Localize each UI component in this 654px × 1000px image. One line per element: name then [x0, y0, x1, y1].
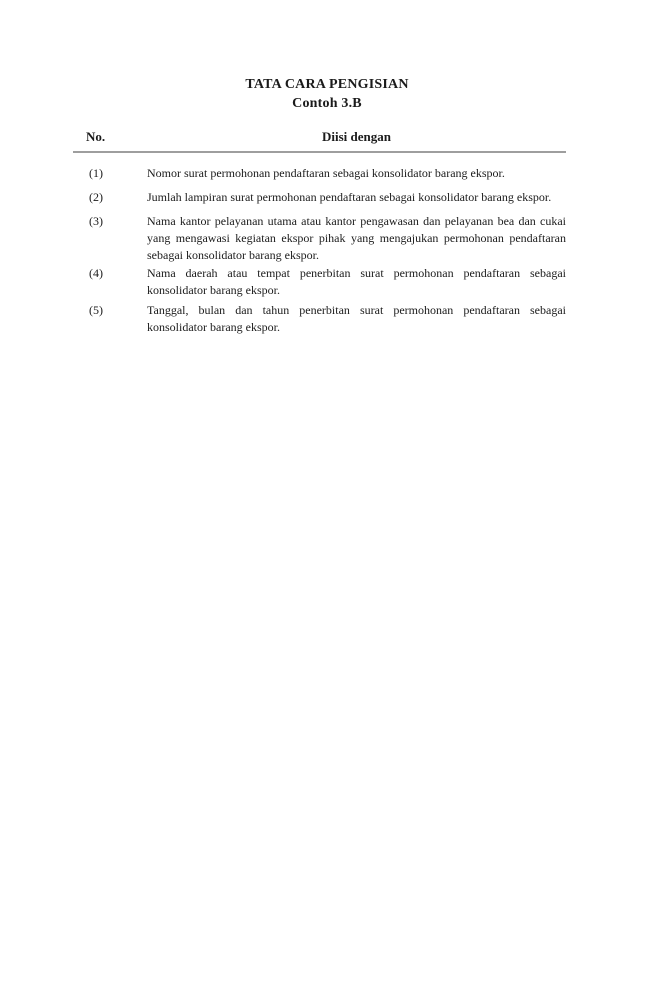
table-row [73, 302, 566, 336]
table-row [73, 189, 566, 206]
row-description: Nama daerah atau tempat penerbitan surat permohonan pendaftaran sebagai konsolidator barang ekspor. [147, 266, 566, 297]
row-number: (3) [89, 214, 103, 228]
row-number: (4) [89, 266, 103, 280]
page-title: TATA CARA PENGISIAN [245, 77, 409, 92]
column-header-no: No. [86, 129, 106, 144]
table-header-row [73, 129, 566, 151]
row-number: (2) [89, 190, 103, 204]
row-description: Jumlah lampiran surat permohonan pendaftaran sebagai konsolidator barang ekspor. [147, 190, 552, 204]
page-subtitle: Contoh 3.B [292, 96, 362, 111]
document-header [0, 0, 654, 113]
table-row [73, 265, 566, 299]
row-description: Nomor surat permohonan pendaftaran sebagai konsolidator barang ekspor. [147, 166, 505, 180]
table-row [73, 213, 566, 264]
row-number: (1) [89, 166, 103, 180]
fill-instructions-table [73, 129, 566, 336]
column-header-description: Diisi dengan [322, 129, 391, 144]
table-row [73, 165, 566, 182]
table-body [73, 165, 566, 336]
row-description: Nama kantor pelayanan utama atau kantor pengawasan dan pelayanan bea dan cukai yang mengawasi kegiatan ekspor pihak yang mengajukan permohonan pendaftaran sebagai konsolidator barang ekspor. [147, 214, 566, 262]
row-description: Tanggal, bulan dan tahun penerbitan surat permohonan pendaftaran sebagai konsolidator barang ekspor. [147, 303, 566, 334]
header-rule [73, 151, 566, 153]
row-number: (5) [89, 303, 103, 317]
